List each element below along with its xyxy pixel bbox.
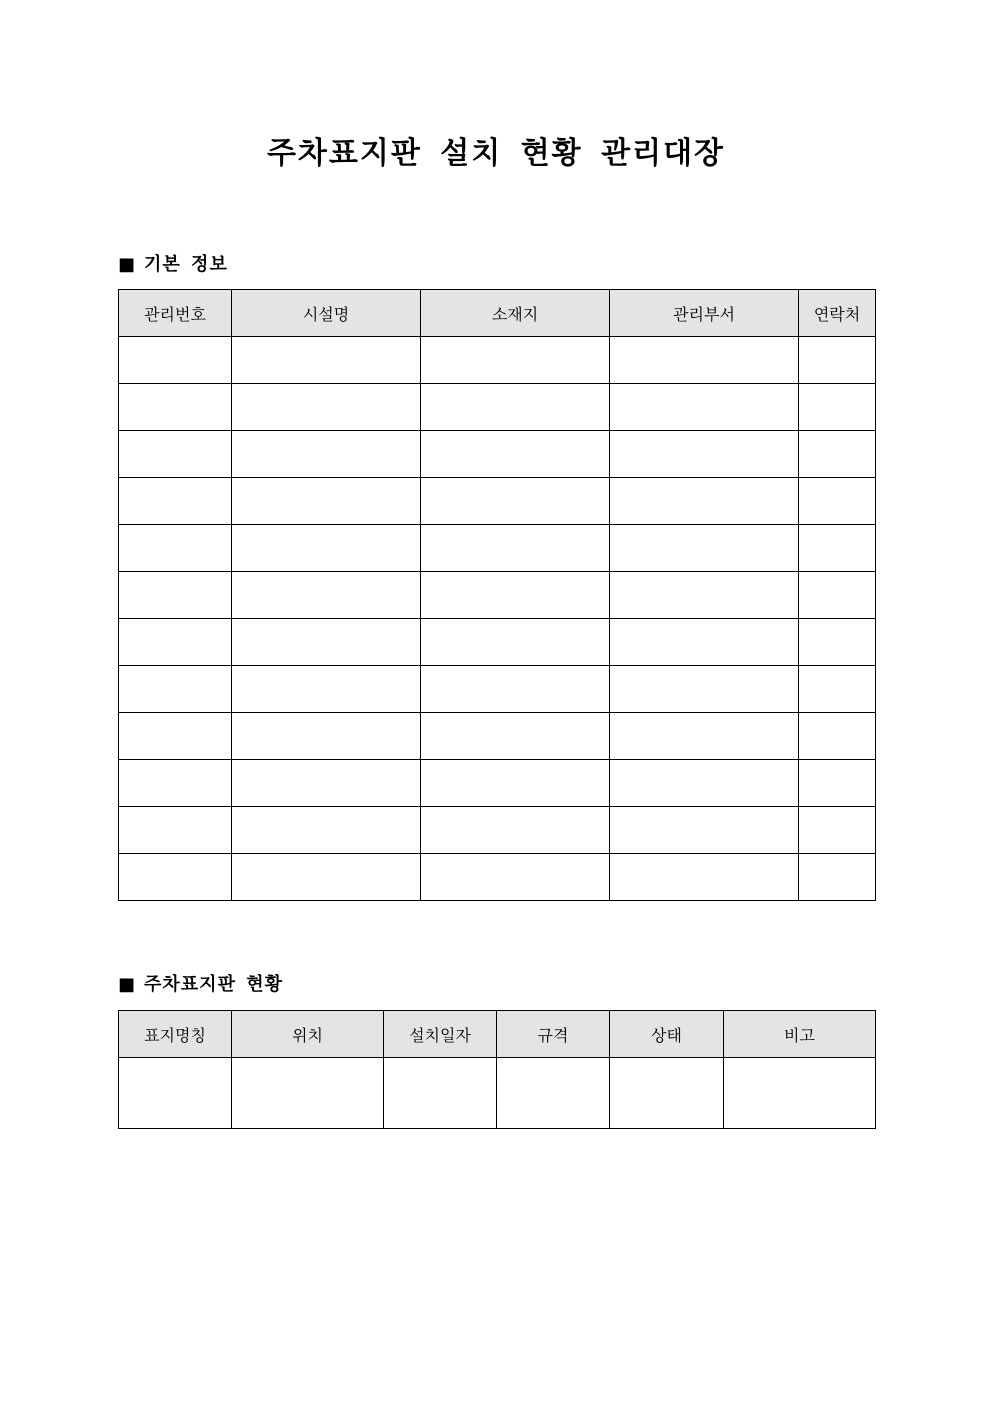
column-header-contact: 연락처 — [799, 290, 876, 337]
table-cell[interactable] — [799, 572, 876, 619]
column-header-position: 위치 — [232, 1011, 384, 1058]
table-cell[interactable] — [421, 666, 610, 713]
table-cell[interactable] — [232, 337, 421, 384]
table-cell[interactable] — [610, 525, 799, 572]
table-cell[interactable] — [421, 337, 610, 384]
table-cell[interactable] — [799, 854, 876, 901]
square-bullet-icon: ■ — [118, 974, 137, 995]
table-cell[interactable] — [610, 384, 799, 431]
table-cell[interactable] — [497, 1058, 610, 1129]
table-cell[interactable] — [799, 666, 876, 713]
square-bullet-icon: ■ — [118, 254, 137, 275]
page-title: 주차표지판 설치 현황 관리대장 — [266, 136, 726, 171]
table-row — [119, 478, 876, 525]
column-header-remarks: 비고 — [724, 1011, 876, 1058]
section-heading-basic-info — [118, 252, 228, 278]
table-cell[interactable] — [799, 619, 876, 666]
table-cell[interactable] — [799, 713, 876, 760]
table-cell[interactable] — [610, 807, 799, 854]
table-cell[interactable] — [799, 478, 876, 525]
table-row — [119, 1058, 876, 1129]
table-cell[interactable] — [119, 666, 232, 713]
table-cell[interactable] — [799, 807, 876, 854]
table-row — [119, 807, 876, 854]
table-row — [119, 854, 876, 901]
column-header-install-date: 설치일자 — [384, 1011, 497, 1058]
table-cell[interactable] — [421, 572, 610, 619]
table-row — [119, 431, 876, 478]
table-row — [119, 760, 876, 807]
table-cell[interactable] — [119, 478, 232, 525]
table-cell[interactable] — [421, 525, 610, 572]
table-cell[interactable] — [421, 619, 610, 666]
table-cell[interactable] — [119, 619, 232, 666]
table-cell[interactable] — [232, 666, 421, 713]
table-cell[interactable] — [119, 760, 232, 807]
section-heading-label: 주차표지판 현황 — [144, 974, 283, 995]
table-cell[interactable] — [119, 807, 232, 854]
table-cell[interactable] — [232, 619, 421, 666]
table-cell[interactable] — [610, 431, 799, 478]
table-cell[interactable] — [232, 1058, 384, 1129]
table-cell[interactable] — [421, 384, 610, 431]
table-cell[interactable] — [610, 337, 799, 384]
table-cell[interactable] — [421, 807, 610, 854]
column-header-facility-name: 시설명 — [232, 290, 421, 337]
column-header-department: 관리부서 — [610, 290, 799, 337]
table-cell[interactable] — [119, 572, 232, 619]
table-row — [119, 384, 876, 431]
table-cell[interactable] — [421, 478, 610, 525]
table-cell[interactable] — [232, 478, 421, 525]
table-cell[interactable] — [232, 572, 421, 619]
table-cell[interactable] — [119, 337, 232, 384]
table-row — [119, 572, 876, 619]
table-cell[interactable] — [119, 1058, 232, 1129]
table-cell[interactable] — [799, 337, 876, 384]
table-cell[interactable] — [421, 854, 610, 901]
table-cell[interactable] — [119, 525, 232, 572]
table-cell[interactable] — [232, 807, 421, 854]
table-cell[interactable] — [119, 431, 232, 478]
table-cell[interactable] — [384, 1058, 497, 1129]
table-cell[interactable] — [724, 1058, 876, 1129]
table-row — [119, 337, 876, 384]
table-cell[interactable] — [119, 854, 232, 901]
sign-status-table — [118, 1010, 876, 1129]
table-cell[interactable] — [232, 854, 421, 901]
table-cell[interactable] — [119, 384, 232, 431]
table-cell[interactable] — [610, 478, 799, 525]
table-cell[interactable] — [610, 713, 799, 760]
table-cell[interactable] — [232, 713, 421, 760]
table-cell[interactable] — [799, 525, 876, 572]
column-header-sign-name: 표지명칭 — [119, 1011, 232, 1058]
table-cell[interactable] — [421, 431, 610, 478]
table-cell[interactable] — [799, 384, 876, 431]
table-cell[interactable] — [119, 713, 232, 760]
table-cell[interactable] — [799, 431, 876, 478]
column-header-management-number: 관리번호 — [119, 290, 232, 337]
section-heading-label: 기본 정보 — [144, 254, 228, 275]
table-cell[interactable] — [232, 431, 421, 478]
table-cell[interactable] — [232, 384, 421, 431]
table-cell[interactable] — [232, 525, 421, 572]
table-header-row — [119, 290, 876, 337]
section-heading-sign-status — [118, 972, 283, 998]
table-row — [119, 525, 876, 572]
table-header-row — [119, 1011, 876, 1058]
table-cell[interactable] — [799, 760, 876, 807]
table-row — [119, 619, 876, 666]
basic-info-table — [118, 289, 876, 901]
table-cell[interactable] — [232, 760, 421, 807]
column-header-location: 소재지 — [421, 290, 610, 337]
column-header-condition: 상태 — [610, 1011, 724, 1058]
table-row — [119, 713, 876, 760]
table-cell[interactable] — [610, 619, 799, 666]
table-cell[interactable] — [610, 666, 799, 713]
table-row — [119, 666, 876, 713]
table-cell[interactable] — [610, 1058, 724, 1129]
table-cell[interactable] — [421, 713, 610, 760]
table-cell[interactable] — [610, 572, 799, 619]
table-cell[interactable] — [421, 760, 610, 807]
column-header-specification: 규격 — [497, 1011, 610, 1058]
table-cell[interactable] — [610, 854, 799, 901]
table-cell[interactable] — [610, 760, 799, 807]
